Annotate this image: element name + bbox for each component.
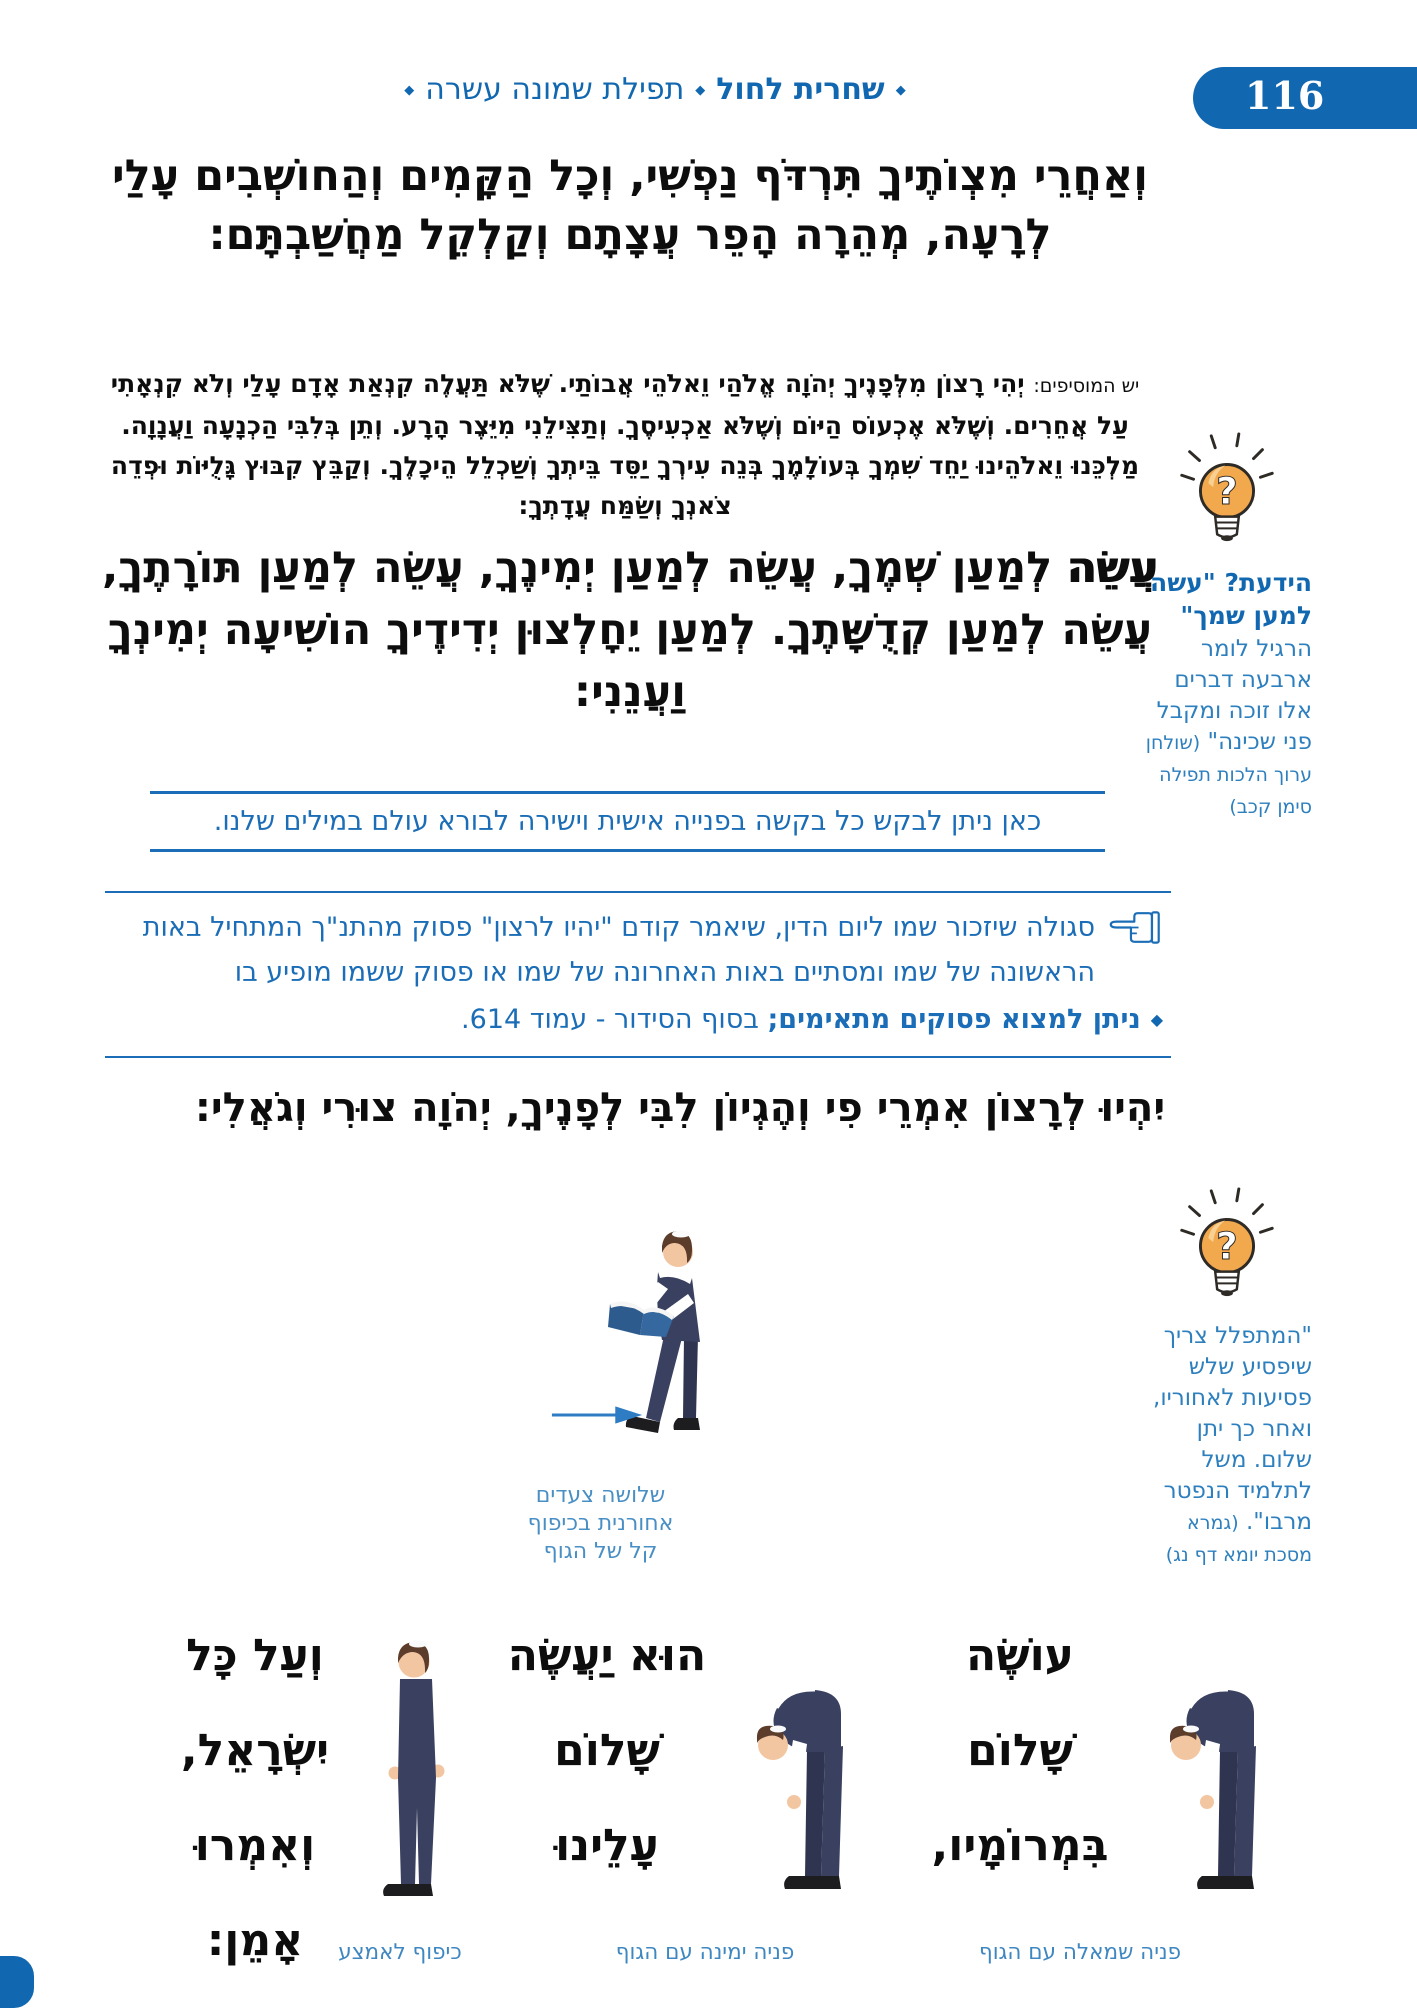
page-number: 116 — [1245, 73, 1325, 118]
bow-caption-left: כיפוף לאמצע — [338, 1940, 462, 1965]
prayer-line: עָלֵינוּ — [555, 1820, 659, 1871]
oseh-shalom-text-left — [140, 1608, 370, 1988]
request-note-text: כאן ניתן לבקש כל בקשה בפנייה אישית וישירה לבורא עולם במילים שלנו. — [213, 806, 1042, 837]
caption-line: אחורנית בכיפוף — [527, 1511, 674, 1536]
prayer-line-rest: לְמַעַן שְׁמֶךָ, עֲשֵׂה לְמַעַן יְמִינֶךָ, עֲשֵׂה לְמַעַן תּוֹרָתֶךָ, — [102, 543, 1068, 593]
prayer-line: שָׁלוֹם — [554, 1725, 660, 1776]
addition-line: צֹאנְךָ וְשַׂמַּח עֲדָתְךָ: — [518, 491, 732, 520]
prayer-line: וְאִמְרוּ אָמֵן: — [194, 1820, 316, 1966]
addition-line: עַל אֲחֵרִים. וְשֶׁלֹּא אֶכְעוֹס הַיּוֹם וְשֶׁלֹּא אַכְעִיסֶךָ. וְתַצִּילֵנִי מִיֵּצֶר הָרָע. וְתֵן בְּלִבִּי הַכְנָעָה וַעֲנָוָה. — [121, 411, 1129, 440]
segulah-bullet-line — [113, 997, 1163, 1042]
diamond-bullet-icon: ◆ — [1150, 1010, 1163, 1029]
bow-caption-middle: פניה ימינה עם הגוף — [615, 1940, 795, 1965]
talmud-note-body — [1142, 1321, 1312, 1571]
prayer-veacharei — [100, 147, 1160, 265]
bottom-page-tab — [0, 1956, 34, 2008]
prayer-line: עוֹשֶׂה — [965, 1630, 1074, 1681]
bowing-man-illustration — [735, 1642, 857, 1900]
talmud-note-text: "המתפלל צריך שיפסיע שלש פסיעות לאחוריו, ואחר כך יתן שלום. משל לתלמיד הנפטר מרבו". — [1153, 1323, 1312, 1535]
talmud-note-source: (גמרא מסכת יומא דף נג) — [1165, 1512, 1312, 1566]
prayer-line: וְאַחֲרֵי מִצְוֹתֶיךָ תִּרְדֹּף נַפְשִׁי, וְכָל הַקָּמִים וְהַחוֹשְׁבִים עָלַי — [111, 151, 1149, 201]
prayer-line: שָׁלוֹם — [967, 1725, 1073, 1776]
did-you-know-body — [1142, 634, 1312, 823]
prayer-line: וַעֲנֵנִי: — [573, 667, 687, 717]
page-number-tab — [1193, 67, 1417, 129]
segulah-text: סגולה שיזכור שמו ליום הדין, שיאמר קודם "יהיו לרצון" פסוק מהתנ"ך המתחיל באות הראשונה של שמו ומסתיים באות האחרונה של שמו או פסוק ששמו מופיע בו — [142, 912, 1095, 988]
did-you-know-note — [1142, 428, 1312, 823]
caption-line: שלושה צעדים — [535, 1483, 666, 1508]
diamond-icon: ◆ — [895, 83, 906, 98]
direction-arrow-icon — [550, 1402, 646, 1428]
oseh-shalom-text-middle — [492, 1608, 722, 1893]
did-you-know-title: הידעת? "עשה למען שמך" — [1150, 568, 1312, 630]
prayer-line: עֲשֵׂה לְמַעַן קְדֻשָּׁתֶךָ. לְמַעַן יֵחָלְצוּן יְדִידֶיךָ הוֹשִׁיעָה יְמִינְךָ — [107, 605, 1153, 655]
addition-intro: יש המוסיפים: — [1033, 375, 1140, 397]
addition-line — [95, 364, 1155, 406]
addition-paragraph — [95, 364, 1155, 526]
segulah-paragraph — [113, 905, 1163, 995]
addition-text: יְהִי רָצוֹן מִלְּפָנֶיךָ יְהֹוָה אֱלֹהַי וֵאלֹהֵי אֲבוֹתַי. שֶׁלֹּא תַּעֲלֶה קִנְאַת אָדָם עָלַי וְלֹא קִנְאָתִי — [110, 369, 1025, 398]
diamond-icon: ◆ — [695, 83, 706, 98]
prayer-aseh — [100, 537, 1160, 723]
talmud-note — [1142, 1183, 1312, 1571]
header-section: שחרית לחול — [716, 72, 885, 107]
prayer-lead-word: עֲשֵׂה — [1067, 543, 1158, 593]
did-you-know-source: (שולחן ערוך הלכות תפילה סימן קכב) — [1145, 732, 1312, 818]
steps-caption — [503, 1482, 698, 1566]
prayer-line: וְעַל כָּל — [186, 1630, 324, 1681]
bowing-man-illustration — [1148, 1642, 1270, 1900]
prayer-line: לְרָעָה, מְהֵרָה הָפֵר עֲצָתָם וְקַלְקֵל מַחֲשַׁבְתָּם: — [208, 210, 1052, 260]
did-you-know-text: הרגיל לומר ארבעה דברים אלו זוכה ומקבל פני שכינה" — [1156, 636, 1312, 755]
oseh-shalom-text-right — [905, 1608, 1135, 1893]
bow-caption-right: פניה שמאלה עם הגוף — [978, 1940, 1182, 1965]
header-subsection: תפילת שמונה עשרה — [425, 72, 685, 107]
prayer-line — [100, 537, 1160, 599]
addition-line: מַלְכֵּנוּ וֵאלֹהֵינוּ יַחֵד שִׁמְךָ בְּעוֹלָמֶךָ בְּנֵה עִירְךָ יַסֵּד בֵּיתְךָ וְשַׁכְלֵל הֵיכָלֶךָ. וְקַבֵּץ קִבּוּץ גָּלֻיּוֹת וּפְדֵה — [110, 451, 1140, 480]
prayer-yihyu: יִהְיוּ לְרָצוֹן אִמְרֵי פִי וְהֶגְיוֹן לִבִּי לְפָנֶיךָ, יְהֹוָה צוּרִי וְגֹאֲלִי: — [194, 1085, 1166, 1131]
prayer-line: בִּמְרוֹמָיו, — [931, 1820, 1109, 1871]
lightbulb-question-icon — [1142, 428, 1312, 560]
pointing-hand-icon — [1109, 909, 1163, 960]
lightbulb-question-icon — [1142, 1183, 1312, 1315]
segulah-note — [105, 891, 1171, 1058]
standing-man-illustration — [372, 1628, 472, 1910]
personal-request-box — [150, 791, 1105, 852]
caption-line: קל של הגוף — [543, 1539, 658, 1564]
segulah-bullet-rest: בסוף הסידור - עמוד 614. — [461, 1004, 768, 1035]
prayer-line: יִשְׂרָאֵל, — [180, 1725, 330, 1776]
segulah-bullet-bold: ניתן למצוא פסוקים מתאימים; — [767, 1004, 1141, 1035]
diamond-icon: ◆ — [404, 83, 415, 98]
page-header — [205, 72, 1105, 107]
prayer-line: הוּא יַעֲשֶׂה — [507, 1630, 707, 1681]
